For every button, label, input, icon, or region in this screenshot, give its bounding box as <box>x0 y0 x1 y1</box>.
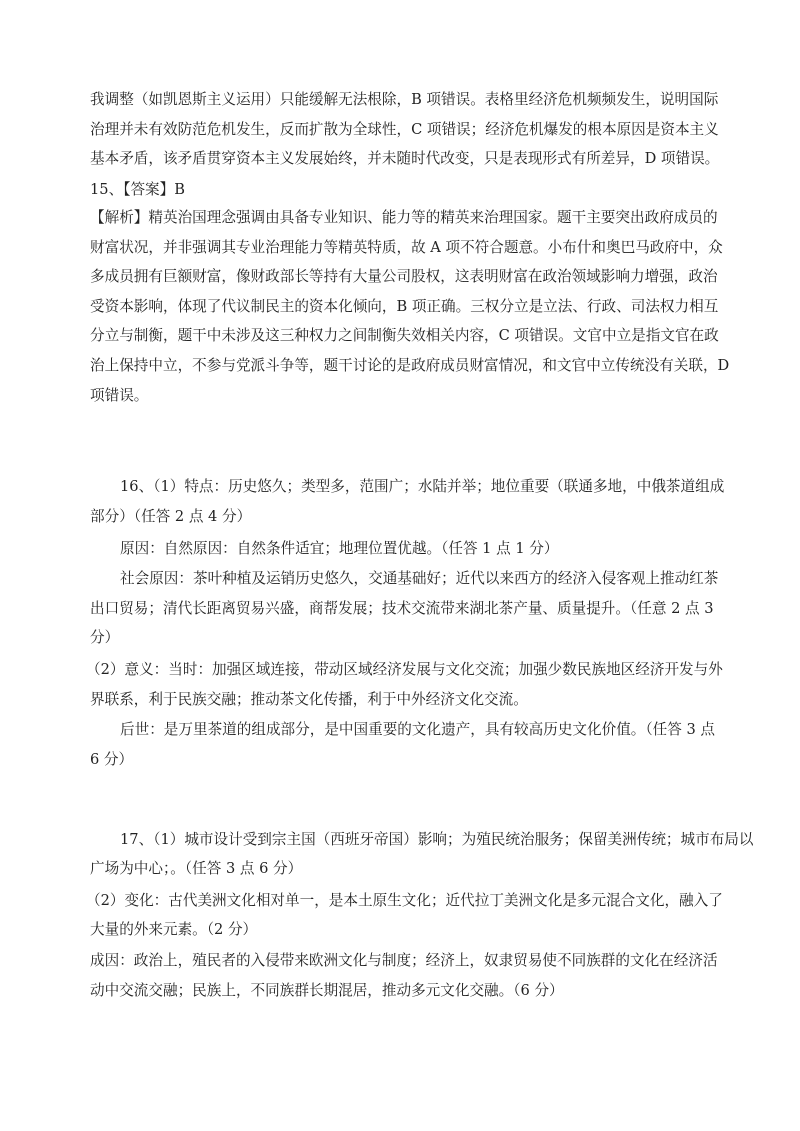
q17-line: 动中交流交融；民族上，不同族群长期混居，推动多元文化交融。（6 分） <box>90 982 564 999</box>
q15-analysis-line: 治上保持中立，不参与党派斗争等，题干讨论的是政府成员财富情况，和文官中立传统没有关联，D <box>90 357 730 374</box>
q15-analysis-line: 分立与制衡，题干中未涉及这三种权力之间制衡失效相关内容，C 项错误。文官中立是指文官在政 <box>90 327 719 344</box>
q17-line: 17、（1）城市设计受到宗主国（西班牙帝国）影响；为殖民统治服务；保留美洲传统；城市布局以 <box>120 831 754 848</box>
q16-line: （2）意义：当时：加强区域连接，带动区域经济发展与文化交流；加强少数民族地区经济开发与外 <box>86 661 723 678</box>
q14-analysis-line: 基本矛盾，该矛盾贯穿资本主义发展始终，并未随时代改变，只是表现形式有所差异，D 项错误。 <box>90 150 720 167</box>
q15-analysis-line: 项错误。 <box>90 387 149 404</box>
q16-line: 分） <box>90 629 120 646</box>
q15-answer: 15、【答案】B <box>90 181 185 198</box>
q15-analysis-line: 多成员拥有巨额财富，像财政部长等持有大量公司股权，这表明财富在政治领域影响力增强，政治 <box>90 268 718 285</box>
q15-analysis-line: 财富状况，并非强调其专业治理能力等精英特质，故 A 项不符合题意。小布什和奥巴马政府中，众 <box>90 239 723 256</box>
q16-line: 后世：是万里茶道的组成部分，是中国重要的文化遗产，具有较高历史文化价值。（任答 3 点 <box>120 721 716 738</box>
q16-line: 16、（1）特点：历史悠久；类型多，范围广；水陆并举；地位重要（联通多地，中俄茶道组成 <box>120 478 725 495</box>
q14-analysis-line: 治理并未有效防范危机发生，反而扩散为全球性，C 项错误；经济危机爆发的根本原因是资本主义 <box>90 121 719 138</box>
q17-line: 广场为中心；。（任答 3 点 6 分） <box>90 860 303 877</box>
q16-line: 6 分） <box>90 751 134 768</box>
q14-analysis-line: 我调整（如凯恩斯主义运用）只能缓解无法根除，B 项错误。表格里经济危机频频发生，说明国际 <box>90 91 719 108</box>
q17-line: 成因：政治上，殖民者的入侵带来欧洲文化与制度；经济上，奴隶贸易使不同族群的文化在经济活 <box>90 952 718 969</box>
q15-analysis-line: 【解析】精英治国理念强调由具备专业知识、能力等的精英来治理国家。题干主要突出政府成员的 <box>90 209 718 226</box>
q16-line: 出口贸易；清代长距离贸易兴盛，商帮发展；技术交流带来湖北茶产量、质量提升。（任意 2 点 3 <box>90 600 714 617</box>
q16-line: 界联系，利于民族交融；推动茶文化传播，利于中外经济文化交流。 <box>90 691 528 708</box>
q17-line: 大量的外来元素。（2 分） <box>90 921 258 938</box>
q15-analysis-line: 受资本影响，体现了代议制民主的资本化倾向，B 项正确。三权分立是立法、行政、司法权力相互 <box>90 298 719 315</box>
q16-line: 部分）（任答 2 点 4 分） <box>90 508 252 525</box>
q17-line: （2）变化：古代美洲文化相对单一，是本土原生文化；近代拉丁美洲文化是多元混合文化，融入了 <box>86 892 723 909</box>
q16-line: 社会原因：茶叶种植及运销历史悠久，交通基础好；近代以来西方的经济入侵客观上推动红茶 <box>120 570 719 587</box>
q16-line: 原因：自然原因：自然条件适宜；地理位置优越。（任答 1 点 1 分） <box>120 540 559 557</box>
